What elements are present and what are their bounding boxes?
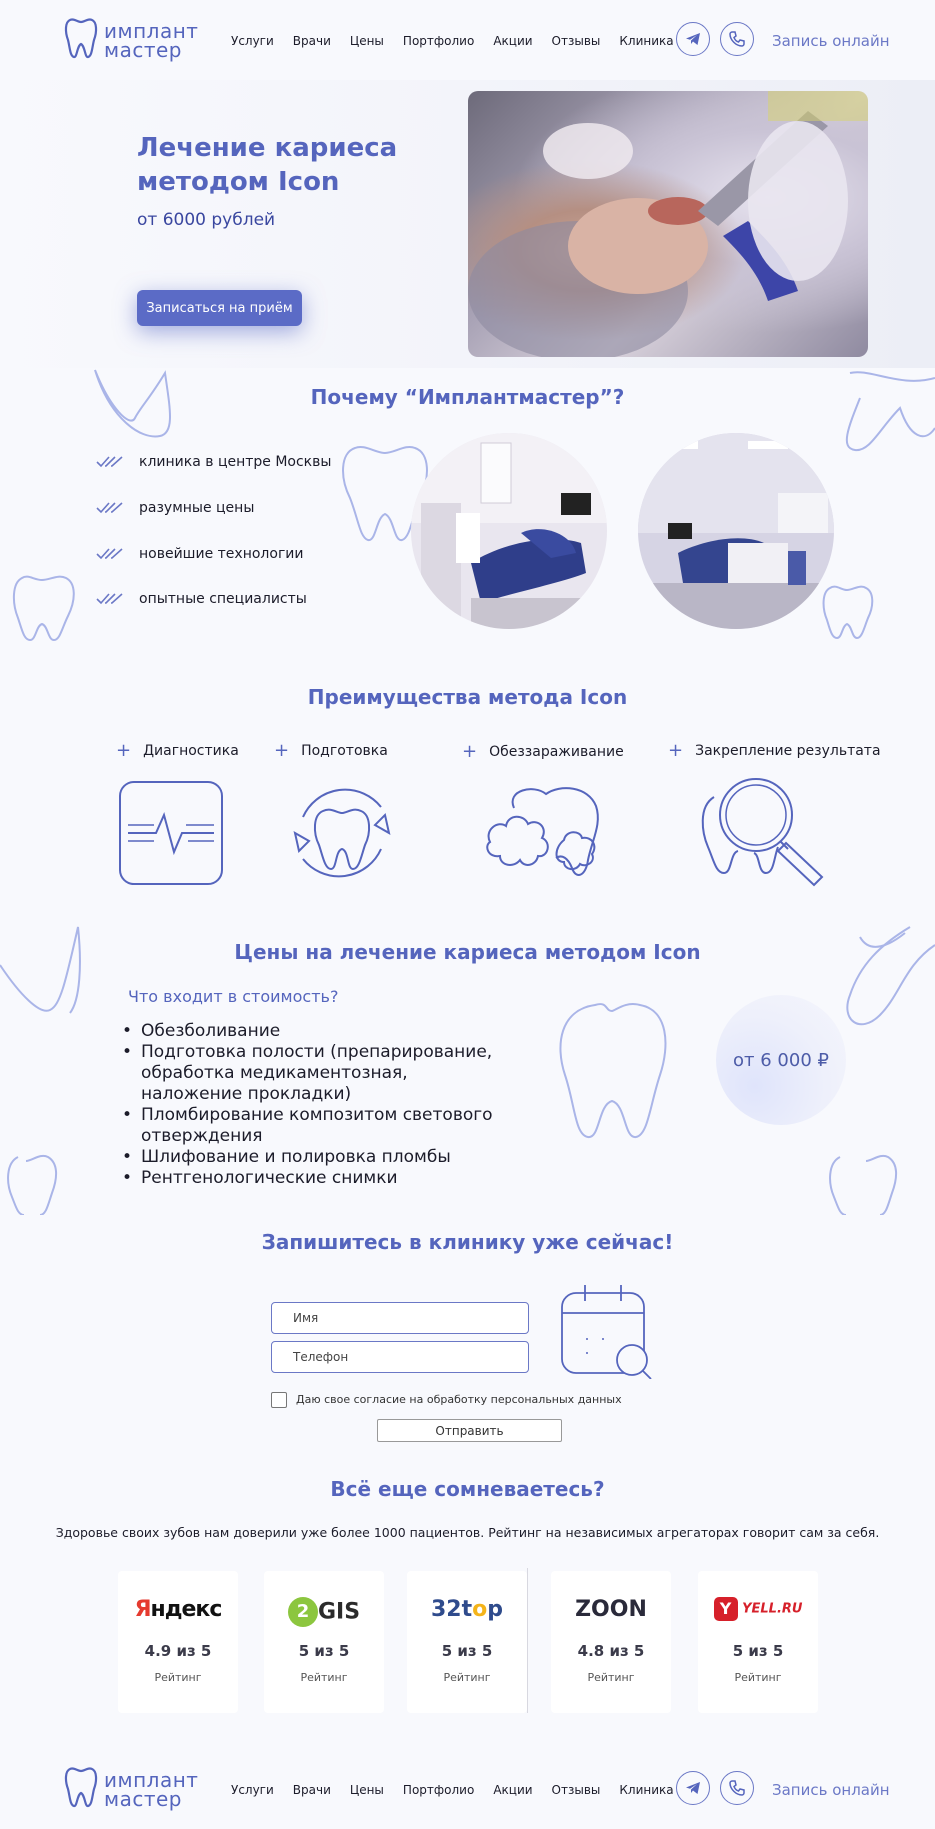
- dental-office-image: [638, 433, 834, 629]
- why-item-label: новейшие технологии: [139, 546, 304, 562]
- diagnostics-icon: [118, 780, 224, 886]
- logo[interactable]: [64, 16, 204, 64]
- nav-item-portfolio[interactable]: Портфолио: [402, 34, 475, 48]
- rating-card[interactable]: [407, 1571, 527, 1713]
- clinic-photo: [638, 433, 834, 629]
- advantage-item: [116, 740, 239, 761]
- submit-button[interactable]: Отправить: [377, 1419, 562, 1442]
- tooth-logo-icon: [64, 1765, 98, 1809]
- rating-score: 4.9 из 5: [144, 1642, 212, 1660]
- rating-card[interactable]: [551, 1571, 671, 1713]
- hero-title: Лечение кариеса методом Icon: [137, 133, 398, 197]
- rating-card[interactable]: [264, 1571, 384, 1713]
- nav-item-services[interactable]: Услуги: [231, 34, 274, 48]
- dental-office-image: [411, 433, 607, 629]
- rating-card[interactable]: [698, 1571, 818, 1713]
- advantage-label: Закрепление результата: [695, 742, 881, 759]
- telegram-icon: [684, 1779, 702, 1797]
- advantage-label: Подготовка: [301, 742, 388, 759]
- dental-procedure-image: [468, 91, 868, 357]
- online-booking-link[interactable]: Запись онлайн: [772, 1781, 890, 1799]
- nav-item-prices[interactable]: Цены: [349, 1783, 384, 1797]
- plus-icon: +: [668, 740, 684, 761]
- nav-item-clinic[interactable]: Клиника: [619, 1783, 674, 1797]
- footer-nav: [231, 1783, 693, 1797]
- zoon-logo: ZOON: [575, 1597, 647, 1622]
- phone-icon: [728, 1779, 746, 1797]
- list-item: • Шлифование и полировка пломбы: [122, 1147, 502, 1168]
- phone-button[interactable]: [720, 22, 754, 56]
- nav-item-prices[interactable]: Цены: [349, 34, 384, 48]
- name-input[interactable]: Имя: [271, 1302, 529, 1334]
- double-check-icon: [96, 547, 124, 561]
- ratings-title: Всё еще сомневаетесь?: [330, 1477, 605, 1501]
- nav-item-reviews[interactable]: Отзывы: [551, 34, 601, 48]
- nav-item-services[interactable]: Услуги: [231, 1783, 274, 1797]
- list-item: • Подготовка полости (препарирование, обработка медикаментозная, наложение прокладки): [122, 1042, 502, 1105]
- double-check-icon: [96, 455, 124, 469]
- nav-item-promotions[interactable]: Акции: [493, 1783, 533, 1797]
- plus-icon: +: [462, 741, 478, 762]
- hero-price: от 6000 рублей: [137, 210, 276, 230]
- logo-text: имплант мастер: [104, 19, 199, 62]
- why-item: [96, 454, 331, 470]
- phone-button[interactable]: [720, 1771, 754, 1805]
- telegram-icon: [684, 30, 702, 48]
- list-item: • Обезболивание: [122, 1021, 502, 1042]
- why-item-label: клиника в центре Москвы: [139, 454, 332, 470]
- plus-icon: +: [116, 740, 132, 761]
- 32top-logo: 32top: [430, 1597, 503, 1622]
- nav-item-doctors[interactable]: Врачи: [292, 1783, 331, 1797]
- why-item-label: разумные цены: [139, 500, 255, 516]
- phone-icon: [728, 30, 746, 48]
- advantage-item: [462, 741, 624, 762]
- header: [0, 0, 935, 80]
- divider: [527, 1568, 528, 1713]
- double-check-icon: [96, 592, 124, 606]
- prices-subtitle: Что входит в стоимость?: [128, 987, 339, 1006]
- nav-item-doctors[interactable]: Врачи: [292, 34, 331, 48]
- result-magnifier-icon: [694, 777, 834, 887]
- phone-input[interactable]: Телефон: [271, 1341, 529, 1373]
- footer: [0, 1749, 935, 1829]
- main-nav: [231, 34, 693, 48]
- ratings-text: Здоровье своих зубов нам доверили уже более 1000 пациентов. Рейтинг на независимых агрегаторах говорит сам за себя.: [55, 1525, 880, 1540]
- telegram-button[interactable]: [676, 22, 710, 56]
- nav-item-reviews[interactable]: Отзывы: [551, 1783, 601, 1797]
- brand-rest: ндекс: [150, 1597, 222, 1622]
- advantage-label: Диагностика: [143, 742, 239, 759]
- disinfection-icon: [484, 780, 612, 886]
- 2gis-logo: 2 GIS: [264, 1597, 384, 1627]
- form-title: Запишитесь в клинику уже сейчас!: [261, 1230, 674, 1254]
- rating-score: 5 из 5: [732, 1642, 784, 1660]
- advantage-item: [668, 740, 881, 761]
- why-title: Почему “Имплантмастер”?: [310, 385, 625, 409]
- telegram-button[interactable]: [676, 1771, 710, 1805]
- rating-score: 5 из 5: [441, 1642, 493, 1660]
- advantages-title: Преимущества метода Icon: [307, 685, 628, 709]
- yell-logo: Y YELL.RU: [698, 1597, 818, 1621]
- why-item: [96, 500, 254, 516]
- book-appointment-button[interactable]: Записаться на приём: [137, 290, 302, 326]
- why-item-label: опытные специалисты: [139, 591, 307, 607]
- nav-item-promotions[interactable]: Акции: [493, 34, 533, 48]
- rating-label: Рейтинг: [587, 1671, 635, 1684]
- price-includes-list: [122, 1021, 502, 1189]
- consent-label: Даю свое согласие на обработку персональных данных: [296, 1393, 622, 1406]
- consent-checkbox[interactable]: [271, 1392, 287, 1408]
- why-item: [96, 591, 307, 607]
- list-item: • Рентгенологические снимки: [122, 1168, 502, 1189]
- why-item: [96, 546, 304, 562]
- list-item: • Пломбирование композитом светового отверждения: [122, 1105, 502, 1147]
- rating-label: Рейтинг: [154, 1671, 202, 1684]
- online-booking-link[interactable]: Запись онлайн: [772, 32, 890, 50]
- rating-label: Рейтинг: [734, 1671, 782, 1684]
- hero-photo: [468, 91, 868, 357]
- rating-label: Рейтинг: [443, 1671, 491, 1684]
- calendar-search-icon: [559, 1283, 653, 1379]
- rating-score: 5 из 5: [298, 1642, 350, 1660]
- logo-text: имплант мастер: [104, 1768, 199, 1811]
- footer-logo[interactable]: [64, 1765, 204, 1813]
- double-check-icon: [96, 501, 124, 515]
- rating-label: Рейтинг: [300, 1671, 348, 1684]
- advantage-label: Обеззараживание: [489, 743, 624, 760]
- rating-score: 4.8 из 5: [577, 1642, 645, 1660]
- nav-item-clinic[interactable]: Клиника: [619, 34, 674, 48]
- clinic-photo: [411, 433, 607, 629]
- yandex-logo: Яндекс: [134, 1597, 222, 1622]
- price-badge: от 6 000 ₽: [716, 995, 846, 1125]
- advantage-item: [274, 740, 388, 761]
- preparation-icon: [285, 777, 399, 889]
- plus-icon: +: [274, 740, 290, 761]
- nav-item-portfolio[interactable]: Портфолио: [402, 1783, 475, 1797]
- prices-title: Цены на лечение кариеса методом Icon: [234, 940, 701, 964]
- tooth-logo-icon: [64, 16, 98, 60]
- rating-card[interactable]: [118, 1571, 238, 1713]
